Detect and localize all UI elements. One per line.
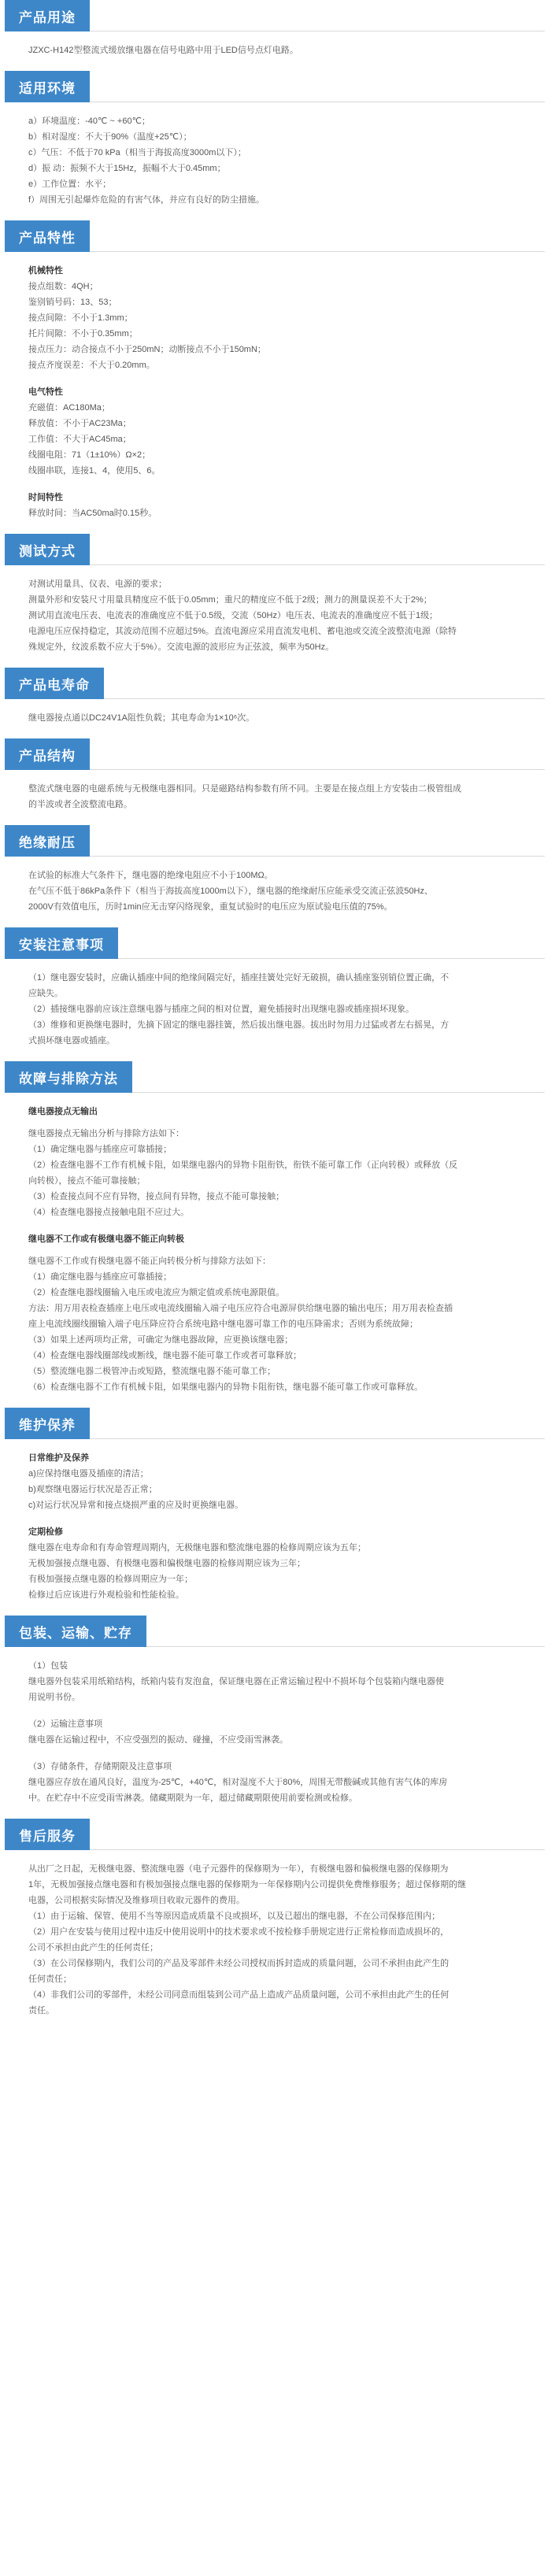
text-line: 工作值：不大于AC45ma； bbox=[28, 435, 131, 444]
section-heading: 产品特性 bbox=[5, 220, 90, 252]
text-line: 公司不承担由此产生的任何责任； bbox=[28, 1943, 158, 1952]
section-heading: 产品结构 bbox=[5, 738, 90, 770]
text-line: e）工作位置：水平； bbox=[28, 180, 112, 189]
text-line: （1）确定继电器与插座应可靠插接； bbox=[28, 1272, 172, 1282]
text-line: a)应保持继电器及插座的清洁； bbox=[28, 1469, 149, 1479]
text-line: 应缺失。 bbox=[28, 989, 63, 998]
text-line: （1）继电器安装时，应确认插座中间的绝缘间隔完好，插座挂簧处完好无破损，确认插座鉴别销位置正确，不 bbox=[28, 973, 450, 983]
text-line: b）相对湿度：不大于90%（温度+25℃）； bbox=[28, 132, 192, 142]
section-insulation bbox=[5, 825, 545, 927]
text-line: 接点压力：动合接点不小于250mN；动断接点不小于150mN； bbox=[28, 345, 266, 354]
text-line: c）气压：不低于70 kPa（相当于海拔高度3000m以下）； bbox=[28, 148, 246, 157]
text-line: 继电器接点无输出分析与排除方法如下： bbox=[28, 1129, 184, 1138]
text-line: 用说明书份。 bbox=[28, 1693, 80, 1702]
text-line: 托片间隙：不小于0.35mm； bbox=[28, 329, 138, 339]
text-line: 继电器应存放在通风良好，温度为-25℃，+40℃，相对湿度不大于80%，周围无带酸碱或其他有害气体的库房 bbox=[28, 1778, 448, 1787]
text-line: 在气压不低于86kPa条件下（相当于海拔高度1000m以下），继电器的绝缘耐压应能承受交流正弦波50Hz、 bbox=[28, 886, 433, 896]
text-line: （5）整流继电器二极管冲击或短路，整流继电器不能可靠工作； bbox=[28, 1367, 276, 1376]
text-line: 任何责任； bbox=[28, 1975, 72, 1984]
text-line: 2000V有效值电压，历时1min应无击穿闪络现象，重复试验时的电压应为原试验电压值的75%。 bbox=[28, 902, 393, 912]
section-heading: 包装、运输、贮存 bbox=[5, 1616, 146, 1647]
text-line: 释放值：不小于AC23Ma； bbox=[28, 419, 131, 428]
text-line: 接点组数：4QH； bbox=[28, 282, 98, 291]
section-heading: 绝缘耐压 bbox=[5, 825, 90, 857]
section-characteristics bbox=[5, 220, 545, 534]
section-heading: 安装注意事项 bbox=[5, 927, 118, 959]
text-line: 座上电流线圈线圈输入端子电压降应符合系统电路中继电器可靠工作的电压降需求；否则为系统故障； bbox=[28, 1319, 418, 1329]
text-line: 接点间隙：不小于1.3mm； bbox=[28, 313, 133, 323]
section-heading: 故障与排除方法 bbox=[5, 1061, 132, 1093]
text-line: b)观察继电器运行状况是否正常； bbox=[28, 1485, 157, 1494]
subheading: 机械特性 bbox=[28, 266, 63, 276]
text-line: （2）用户在安装与使用过程中违反中使用说明中的技术要求或不按检修手册规定进行正常检修而造成损坏的， bbox=[28, 1927, 450, 1937]
subheading: （1）包装 bbox=[28, 1661, 68, 1671]
text-line: 的半波或者全波整流电路。 bbox=[28, 800, 132, 809]
text-line: 电源电压应保持稳定，其波动范围不应超过5%。直流电源应采用直流发电机、蓄电池或交流全波整流电源（除特 bbox=[28, 627, 457, 636]
text-line: 责任。 bbox=[28, 2006, 54, 2015]
text-line: 继电器在运输过程中，不应受强烈的振动、碰撞，不应受雨雪淋袭。 bbox=[28, 1735, 288, 1745]
text-line: c)对运行状况异常和接点烧损严重的应及时更换继电器。 bbox=[28, 1501, 244, 1510]
section-heading: 维护保养 bbox=[5, 1408, 90, 1439]
text-line: 1年，无极加强接点继电器和有极加强接点继电器的保修期为一年保修期内公司提供免费维修服务；超过保修期的继 bbox=[28, 1880, 467, 1889]
text-line: （2）检查继电器不工作有机械卡阻，如果继电器内的异物卡阻衔铁，衔铁不能可靠工作（正向转极）或释放（反 bbox=[28, 1160, 458, 1170]
text-line: 继电器接点通以DC24V1A阻性负载；其电寿命为1×10⁶次。 bbox=[28, 713, 255, 723]
subheading: （3）存储条件，存储期限及注意事项 bbox=[28, 1762, 172, 1771]
section-structure bbox=[5, 738, 545, 825]
text-line: 线圈电阻：71（1±10%）Ω×2； bbox=[28, 450, 151, 460]
text-line: （3）如果上述两项均正常，可确定为继电器故障，应更换该继电器； bbox=[28, 1335, 294, 1345]
subheading: 继电器不工作或有极继电器不能正向转极 bbox=[28, 1234, 184, 1244]
section-packaging bbox=[5, 1616, 545, 1819]
section-heading: 测试方式 bbox=[5, 534, 90, 565]
text-line: （1）确定继电器与插座应可靠插接； bbox=[28, 1145, 172, 1154]
text-line: 检修过后应该进行外观检验和性能检验。 bbox=[28, 1590, 184, 1600]
text-line: 线圈串联，连接1、4，使用5、6。 bbox=[28, 466, 161, 476]
text-line: 鉴别销号码：13、53； bbox=[28, 298, 117, 307]
text-line: （4）检查继电器接点接触电阻不应过大。 bbox=[28, 1208, 190, 1217]
subheading: 定期检修 bbox=[28, 1527, 63, 1537]
subheading: 电气特性 bbox=[28, 387, 63, 397]
text-line: a）环境温度：-40℃ ~ +60℃； bbox=[28, 117, 150, 126]
text-line: 式损坏继电器或插座。 bbox=[28, 1036, 115, 1046]
text-line: 测量外形和安装尺寸用量具精度应不低于0.05mm；重尺的精度应不低于2级；测力的测量误差不大于2%； bbox=[28, 595, 432, 605]
section-installation bbox=[5, 927, 545, 1061]
text-line: 无极加强接点继电器、有极继电器和偏极继电器的检修周期应该为三年； bbox=[28, 1559, 305, 1568]
section-after-sales bbox=[5, 1819, 545, 2031]
text-line: （3）检查接点间不应有异物，接点间有异物，接点不能可靠接触； bbox=[28, 1192, 285, 1201]
section-maintenance bbox=[5, 1408, 545, 1616]
text-line: 充磁值：AC180Ma； bbox=[28, 403, 110, 413]
section-test-method bbox=[5, 534, 545, 668]
section-purpose bbox=[5, 0, 545, 71]
text-line: 电器，公司根据实际情况及维修项目收取元器件的费用。 bbox=[28, 1896, 245, 1905]
text-line: 殊规定外，纹波系数不应大于5%）。交流电源的波形应为正弦波，频率为50Hz。 bbox=[28, 642, 335, 652]
text-line: （2）检查继电器线圈输入电压或电流应为额定值或系统电源限值。 bbox=[28, 1288, 285, 1297]
text-line: （2）插接继电器前应该注意继电器与插座之间的相对位置，避免插接时出现继电器或插座损坏现象。 bbox=[28, 1005, 415, 1014]
text-line: 在试验的标准大气条件下，继电器的绝缘电阻应不小于100MΩ。 bbox=[28, 871, 273, 880]
text-line: 中。在贮存中不应受雨雪淋袭。储藏期限为一年，超过储藏期限使用前要检测或检修。 bbox=[28, 1793, 357, 1803]
text-line: 继电器外包装采用纸箱结构，纸箱内装有发泡盒，保证继电器在正常运输过程中不损坏每个包装箱内继电器使 bbox=[28, 1677, 444, 1686]
section-troubleshooting bbox=[5, 1061, 545, 1408]
text-line: （3）在公司保修期内，我们公司的产品及零部件未经公司授权而拆封造成的质量问题，公司不承担由此产生的 bbox=[28, 1959, 450, 1968]
text-line: 释放时间：当AC50ma时0.15秒。 bbox=[28, 509, 157, 518]
text-line: d）振 动：振频不大于15Hz，振幅不大于0.45mm； bbox=[28, 164, 226, 173]
text-line: （1）由于运输、保管、使用不当等原因造成质量不良或损坏，以及已超出的继电器，不在公司保修范围内； bbox=[28, 1912, 441, 1921]
text-line: 方法：用万用表检查插座上电压或电流线圈输入端子电压应符合电源屏供给继电器的输出电压；用万用表检查插 bbox=[28, 1304, 453, 1313]
section-heading: 售后服务 bbox=[5, 1819, 90, 1850]
text-line: 接点齐度误差：不大于0.20mm。 bbox=[28, 361, 155, 370]
text-line: 整流式继电器的电磁系统与无极继电器相同。只是磁路结构参数有所不同。主要是在接点组上方安装由二极管组成 bbox=[28, 784, 461, 794]
text-line: JZXC-H142型整流式缓放继电器在信号电路中用于LED信号点灯电路。 bbox=[28, 46, 298, 55]
text-line: （4）检查继电器线圈部线或断线，继电器不能可靠工作或者可靠释放； bbox=[28, 1351, 302, 1360]
text-line: 有极加强接点继电器的检修周期应为一年； bbox=[28, 1575, 193, 1584]
subheading: （2）运输注意事项 bbox=[28, 1719, 103, 1729]
text-line: （3）维修和更换继电器时，先摘下固定的继电器挂簧，然后拔出继电器。拔出时勿用力过猛或者左右摇晃，方 bbox=[28, 1020, 450, 1030]
text-line: 继电器不工作或有极继电器不能正向转极分析与排除方法如下： bbox=[28, 1257, 271, 1266]
text-line: 向转极），接点不能可靠接触； bbox=[28, 1176, 146, 1186]
text-line: 从出厂之日起，无极继电器、整流继电器（电子元器件的保修期为一年），有极继电器和偏极继电器的保修期为 bbox=[28, 1864, 449, 1874]
section-heading: 产品用途 bbox=[5, 0, 90, 31]
section-environment bbox=[5, 71, 545, 220]
section-heading: 产品电寿命 bbox=[5, 668, 104, 699]
subheading: 日常维护及保养 bbox=[28, 1453, 89, 1463]
text-line: （4）非我们公司的零部件，未经公司同意而组装到公司产品上造成产品质量问题，公司不承担由此产生的任何 bbox=[28, 1990, 450, 2000]
section-electrical-life bbox=[5, 668, 545, 738]
subheading: 继电器接点无输出 bbox=[28, 1107, 98, 1116]
text-line: f）周围无引起爆炸危险的有害气体，并应有良好的防尘措施。 bbox=[28, 195, 265, 205]
text-line: 测试用直流电压表、电流表的准确度应不低于0.5级，交流（50Hz）电压表、电流表的准确度应不低于1级； bbox=[28, 611, 438, 620]
subheading: 时间特性 bbox=[28, 493, 63, 502]
text-line: 对测试用量具、仪表、电源的要求； bbox=[28, 579, 167, 589]
text-line: （6）检查继电器不工作有机械卡阻，如果继电器内的异物卡阻衔铁，继电器不能可靠工作或可靠释放。 bbox=[28, 1382, 424, 1392]
section-heading: 适用环境 bbox=[5, 71, 90, 102]
text-line: 继电器在电寿命和有寿命管理周期内，无极继电器和整流继电器的检修周期应该为五年； bbox=[28, 1543, 366, 1553]
